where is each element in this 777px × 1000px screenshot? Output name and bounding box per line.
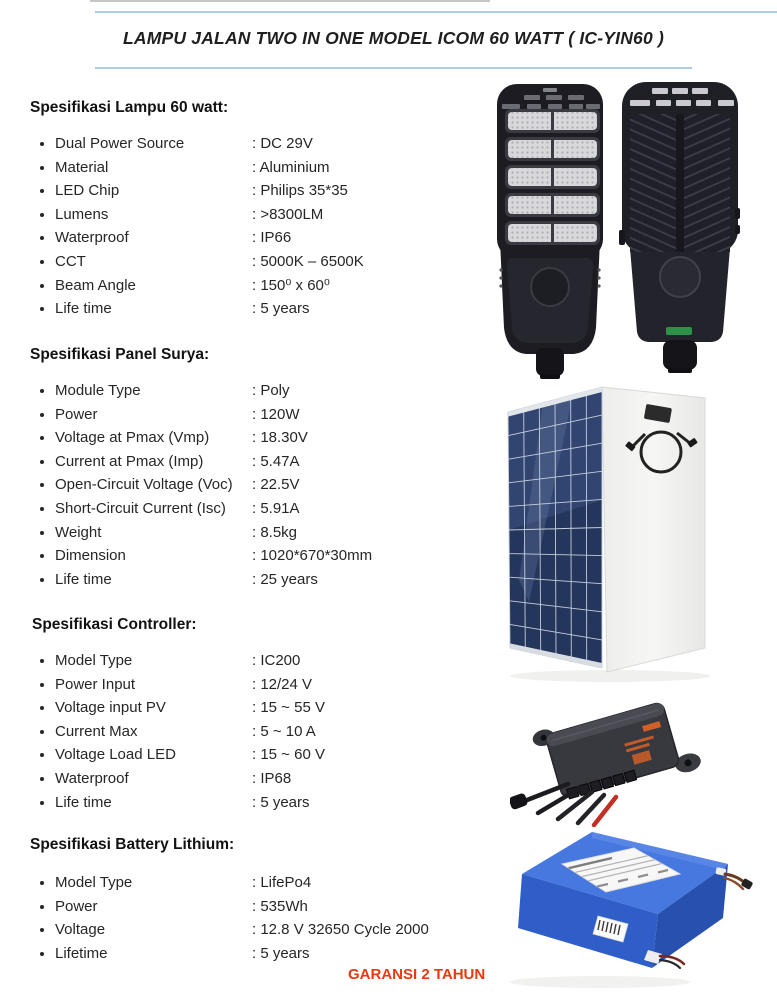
spec-value: : 5 years xyxy=(252,793,310,811)
spec-value: : IP66 xyxy=(252,229,292,247)
spec-value: : 120W xyxy=(252,405,300,423)
spec-value: : 25 years xyxy=(252,570,318,588)
spec-list-controller xyxy=(38,649,485,814)
spec-row xyxy=(55,403,485,427)
spec-value: : >8300LM xyxy=(252,205,324,223)
spec-row xyxy=(55,426,485,450)
spec-value: : 15 ~ 55 V xyxy=(252,699,325,717)
spec-row xyxy=(55,132,485,156)
spec-value: : 150⁰ x 60⁰ xyxy=(252,276,330,294)
spec-value: : DC 29V xyxy=(252,135,313,152)
spec-label: Lumens xyxy=(55,205,109,223)
spec-label: Dual Power Source xyxy=(55,135,185,152)
spec-value: : LifePo4 xyxy=(252,874,312,891)
spec-value: : 5.47A xyxy=(252,452,300,470)
spec-value: : 5 ~ 10 A xyxy=(252,722,316,740)
spec-label: Lifetime xyxy=(55,944,108,962)
spec-value: : Aluminium xyxy=(252,158,330,176)
spec-row xyxy=(55,226,485,250)
spec-value: : IP68 xyxy=(252,769,292,787)
spec-row xyxy=(55,791,485,815)
panel-back-face xyxy=(602,387,705,672)
spec-value: : 8.5kg xyxy=(252,523,298,541)
title-rule-bottom xyxy=(95,67,692,69)
spec-value: : 22.5V xyxy=(252,476,300,494)
spec-label: Dimension xyxy=(55,547,126,565)
spec-label: Life time xyxy=(55,793,112,811)
section-heading-panel: Spesifikasi Panel Surya: xyxy=(30,346,210,363)
spec-label: Voltage Load LED xyxy=(55,746,176,764)
battery-image xyxy=(500,822,770,992)
spec-label: Current at Pmax (Imp) xyxy=(55,452,204,470)
spec-row xyxy=(55,895,485,919)
spec-row xyxy=(55,544,485,568)
cut-off-top-line xyxy=(90,0,490,2)
street-light-image xyxy=(480,80,760,380)
spec-label: Material xyxy=(55,158,109,176)
warranty-note: GARANSI 2 TAHUN xyxy=(348,966,486,983)
spec-value: : 12.8 V 32650 Cycle 2000 xyxy=(252,921,429,939)
solar-panel-image xyxy=(495,380,765,685)
spec-list-panel xyxy=(38,379,485,591)
spec-row xyxy=(55,179,485,203)
spec-row xyxy=(55,473,485,497)
spec-row xyxy=(55,156,485,180)
controller-image xyxy=(510,692,710,827)
spec-value: : 1020*670*30mm xyxy=(252,547,373,565)
section-heading-controller: Spesifikasi Controller: xyxy=(32,616,197,633)
spec-label: Voltage at Pmax (Vmp) xyxy=(55,429,210,447)
spec-row xyxy=(55,649,485,673)
spec-label: Weight xyxy=(55,523,102,541)
spec-label: Waterproof xyxy=(55,229,129,247)
spec-value: : 12/24 V xyxy=(252,675,313,693)
spec-row xyxy=(55,918,485,942)
spec-value: : Philips 35*35 xyxy=(252,182,348,200)
spec-row xyxy=(55,250,485,274)
spec-label: Beam Angle xyxy=(55,276,136,294)
spec-row xyxy=(55,203,485,227)
spec-row xyxy=(55,450,485,474)
page-title: LAMPU JALAN TWO IN ONE MODEL ICOM 60 WATT ( IC-YIN60 ) xyxy=(123,28,664,48)
spec-label: Power Input xyxy=(55,675,136,693)
spec-label: Power xyxy=(55,405,98,423)
spec-label: CCT xyxy=(55,252,86,270)
street-light-front-view xyxy=(497,84,603,379)
spec-row xyxy=(55,767,485,791)
spec-row xyxy=(55,274,485,298)
spec-row xyxy=(55,379,485,403)
spec-value: : 18.30V xyxy=(252,429,308,447)
street-light-back-view xyxy=(619,82,740,373)
spec-row xyxy=(55,568,485,592)
spec-label: Module Type xyxy=(55,382,141,399)
spec-value: : 5.91A xyxy=(252,499,300,517)
spec-label: LED Chip xyxy=(55,182,120,200)
spec-row xyxy=(55,521,485,545)
spec-row xyxy=(55,743,485,767)
spec-list-lamp xyxy=(38,132,485,321)
title-rule-top xyxy=(95,11,777,13)
section-heading-battery: Spesifikasi Battery Lithium: xyxy=(30,836,235,853)
spec-row xyxy=(55,497,485,521)
spec-label: Waterproof xyxy=(55,769,129,787)
spec-label: Current Max xyxy=(55,722,138,740)
spec-row xyxy=(55,696,485,720)
spec-label: Power xyxy=(55,897,98,915)
spec-row xyxy=(55,871,485,895)
led-panels xyxy=(505,109,600,245)
controller-body xyxy=(531,692,703,811)
spec-label: Model Type xyxy=(55,652,133,669)
spec-label: Voltage input PV xyxy=(55,699,166,717)
green-label xyxy=(666,327,692,335)
spec-label: Life time xyxy=(55,570,112,588)
spec-value: : 15 ~ 60 V xyxy=(252,746,325,764)
spec-row xyxy=(55,942,485,966)
section-heading-lamp: Spesifikasi Lampu 60 watt: xyxy=(30,99,229,116)
spec-row xyxy=(55,720,485,744)
spec-value: : Poly xyxy=(252,382,290,399)
spec-value: : 535Wh xyxy=(252,897,308,915)
spec-label: Voltage xyxy=(55,921,106,939)
spec-label: Model Type xyxy=(55,874,133,891)
heat-sink-fins xyxy=(630,114,730,252)
spec-label: Short-Circuit Current (Isc) xyxy=(55,499,226,517)
spec-label: Open-Circuit Voltage (Voc) xyxy=(55,476,233,494)
spec-value: : 5 years xyxy=(252,300,310,318)
spec-value: : 5000K – 6500K xyxy=(252,252,364,270)
spec-label: Life time xyxy=(55,300,112,318)
spec-row xyxy=(55,673,485,697)
spec-row xyxy=(55,297,485,321)
spec-list-battery xyxy=(38,871,485,965)
spec-value: : IC200 xyxy=(252,652,301,669)
wire-connector xyxy=(510,792,529,810)
light-sensor xyxy=(531,268,569,306)
spec-value: : 5 years xyxy=(252,944,310,962)
